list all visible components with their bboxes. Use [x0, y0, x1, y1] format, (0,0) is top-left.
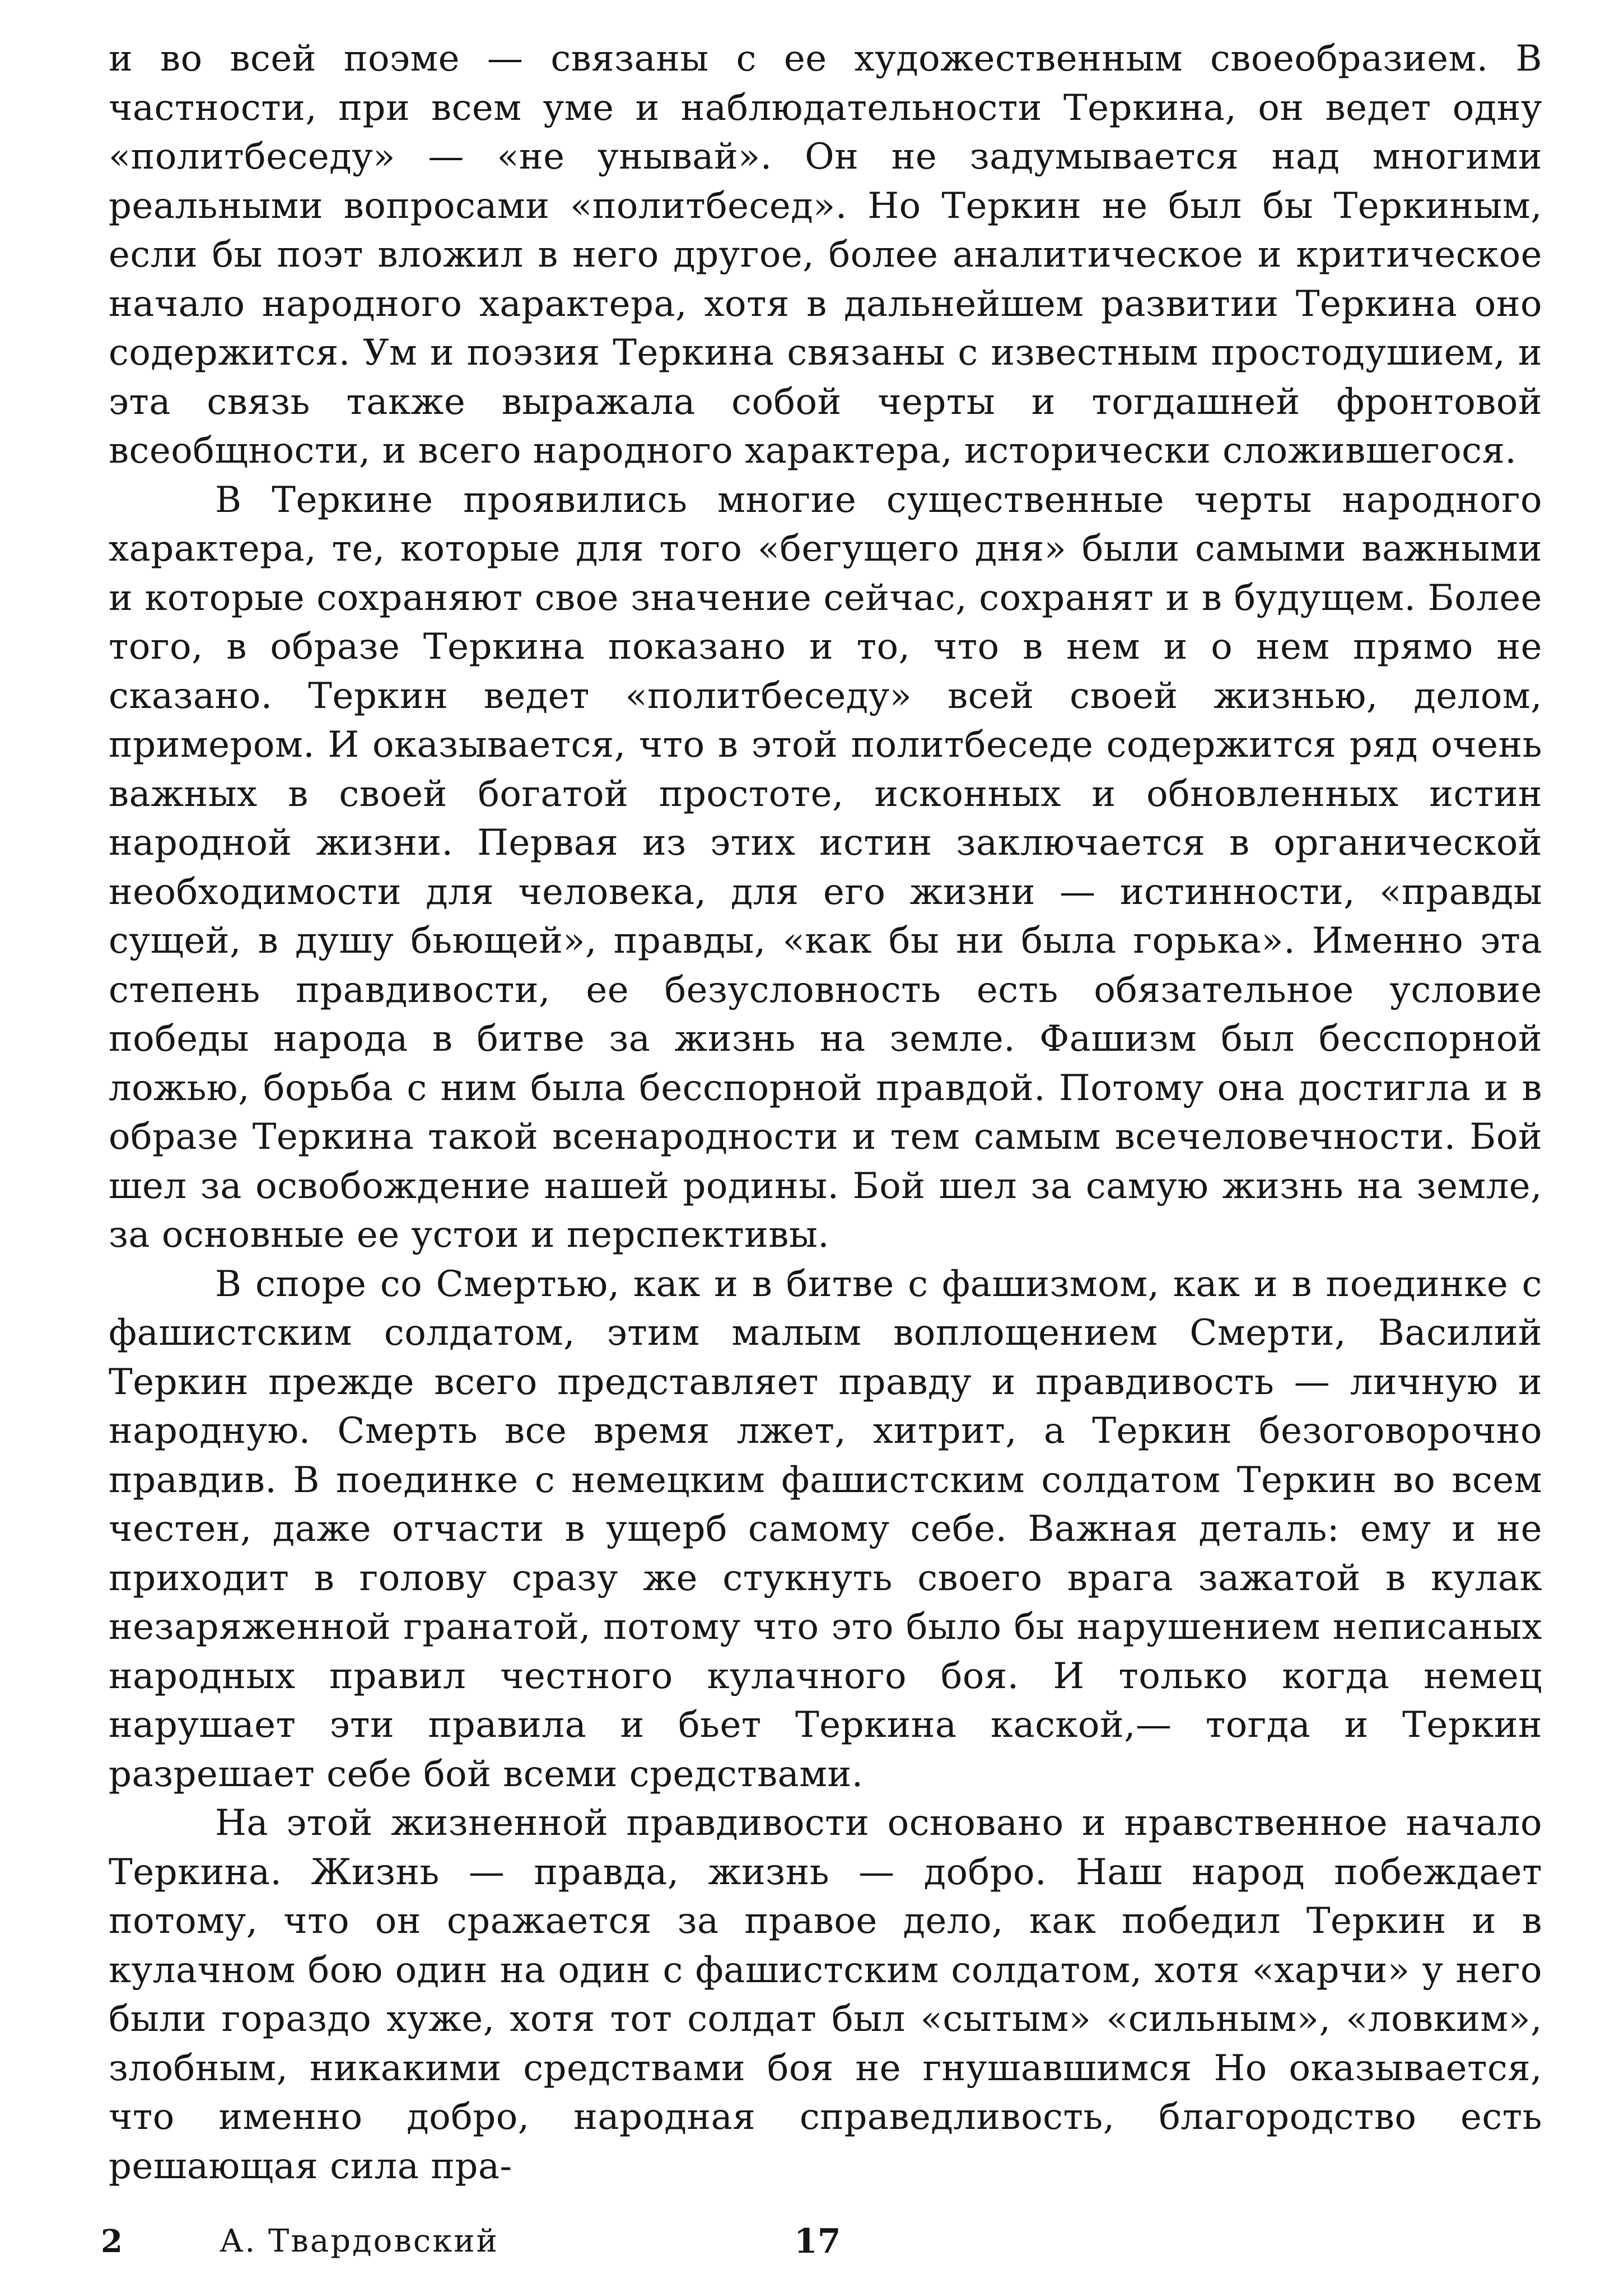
paragraph-1: и во всей поэме — связаны с ее художественным своеобразием. В частности, при всем уме и наблюдательности Теркина, он ведет одну «политбеседу» — «не унывай». Он не задумывается над многими реальными вопросами «политбесед». Но Теркин не был бы Теркиным, если бы поэт вложил в него другое, более аналитическое и критическое начало народного характера, хотя в дальнейшем развитии Теркина оно содержится. Ум и поэзия Теркина связаны с известным простодушием, и эта связь также выражала собой черты и тогдашней фронтовой всеобщности, и всего народного характера, исторически сложившегося.	[109, 38, 1542, 472]
text-body	[109, 35, 1542, 2191]
author-name: А. Твардовский	[220, 2223, 499, 2259]
page-footer	[0, 2219, 1624, 2264]
paragraph-4: На этой жизненной правдивости основано и нравственное начало Теркина. Жизнь — правда, жизнь — добро. Наш народ побеждает потому, что он сражается за правое дело, как победил Теркин и в кулачном бою один на один с фашистским солдатом, хотя «харчи» у него были гораздо хуже, хотя тот солдат был «сытым» «сильным», «ловким», злобным, никакими средствами боя не гнушавшимся Но оказывается, что именно добро, народная справедливость, благородство есть решающая сила пра-	[109, 1802, 1542, 2187]
page-number: 17	[794, 2222, 841, 2261]
paragraph-3: В споре со Смертью, как и в битве с фашизмом, как и в поединке с фашистским солдатом, этим малым воплощением Смерти, Василий Теркин прежде всего представляет правду и правдивость — личную и народную. Смерть все время лжет, хитрит, а Теркин безоговорочно правдив. В поединке с немецким фашистским солдатом Теркин во всем честен, даже отчасти в ущерб самому себе. Важная деталь: ему и не приходит в голову сразу же стукнуть своего врага зажатой в кулак незаряженной гранатой, потому что это было бы нарушением неписаных народных правил честного кулачного боя. И только когда немец нарушает эти правила и бьет Теркина каской,— тогда и Теркин разрешает себе бой всеми средствами.	[109, 1263, 1542, 1795]
paragraph-2: В Теркине проявились многие существенные черты народного характера, те, которые для того «бегущего дня» были самыми важными и которые сохраняют свое значение сейчас, сохранят и в будущем. Более того, в образе Теркина показано и то, что в нем и о нем прямо не сказано. Теркин ведет «политбеседу» всей своей жизнью, делом, примером. И оказывается, что в этой политбеседе содержится ряд очень важных в своей богатой простоте, исконных и обновленных истин народной жизни. Первая из этих истин заключается в органической необходимости для человека, для его жизни — истинности, «правды сущей, в душу бьющей», правды, «как бы ни была горька». Именно эта степень правдивости, ее безусловность есть обязательное условие победы народа в битве за жизнь на земле. Фашизм был бесспорной ложью, борьба с ним была бесспорной правдой. Потому она достигла и в образе Теркина такой всенародности и тем самым всечеловечности. Бой шел за освобождение нашей родины. Бой шел за самую жизнь на земле, за основные ее устои и перспективы.	[109, 479, 1542, 1256]
signature-mark: 2	[101, 2223, 123, 2260]
